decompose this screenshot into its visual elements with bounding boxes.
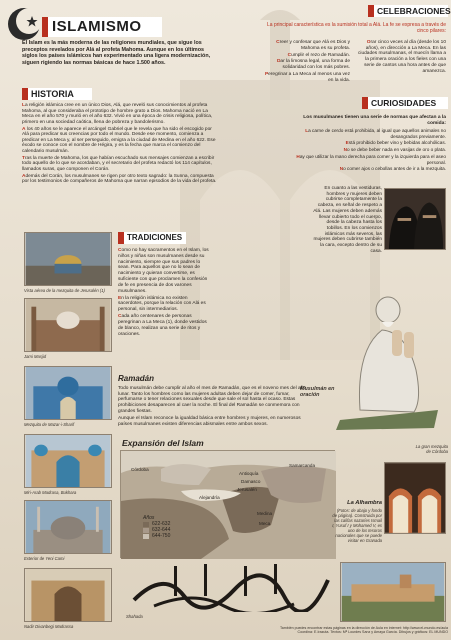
map-city: Córdoba — [131, 467, 149, 472]
pillars-left — [262, 40, 350, 85]
celebraciones-intro: La principal característica es la sumisión total a Alá. La fe se expresa a través de cinco pilares: — [267, 22, 446, 34]
footer — [200, 626, 448, 635]
curiosidades-intro: Los musulmanes tienen una serie de normas que afectan a la comida: — [303, 115, 446, 126]
curiosidades-bar — [362, 97, 448, 109]
miri-arab-caption: Miri-Arab Madrasa, Bukhara — [24, 490, 77, 495]
praying-man-illustration — [330, 270, 448, 430]
map-legend — [143, 515, 170, 539]
legend-item — [143, 533, 170, 539]
pillar-item: Peregrinar a La Meca al menos una vez en la vida. — [264, 72, 350, 83]
curiosidades-rules — [286, 128, 446, 173]
ramadan-text-2: Aunque el Islam reconoce la igualdad básica entre hombres y mujeres, en numerosos países musulmanes existen diferencias abismales entre ambos sexos. — [118, 416, 301, 427]
historia-paragraph: A los 40 años se le aparece el arcángel Gabriel que le revela que ha sido el escogido por Alá para predicar sus creencias por todo el mundo. Desde ese momento, comienza a predicar en La Meca y, al ser perseguido, emigra a la ciudad de Medina en el año 622. Ese éxodo se conoce con el nombre de Hégira, y es la fecha que marca el comienzo del calendario musulmán. — [22, 126, 216, 154]
legend-title: Años — [143, 515, 155, 521]
jerusalem-mosque-photo — [24, 232, 112, 286]
map-city: Jerusalén — [237, 487, 257, 492]
alhambra-title: La Alhambra — [347, 500, 382, 506]
map-city: Alejandría — [199, 495, 220, 500]
historia-bar — [22, 88, 92, 100]
footer-line: También puedes encontrar estas páginas en la dirección de Aula en internet: http://www.el-mundo.es/aula — [279, 626, 448, 630]
shahada-caption: Shahada — [126, 614, 143, 619]
historia-paragraph: Además del Corán, los musulmanes se rigen por otro texto sagrado: la Sunna, compuesta por los testimonios de compañeros de Mahoma que narran episodios de la vida del profeta. — [22, 173, 217, 185]
rule-item: La carne de cerdo está prohibida, al igual que aquellos animales no desangrados previamente. — [305, 128, 446, 139]
musulman-caption: Musulmán en oración — [300, 386, 335, 399]
map-city: Antioquía — [239, 471, 259, 476]
legend-swatch — [143, 534, 149, 539]
celebraciones-title: CELEBRACIONES — [377, 6, 451, 16]
pillar-item: Creer y confesar que Alá es Dios y Mahoma es su profeta. — [276, 40, 350, 51]
jerusalem-caption: Vista aérea de la mezquita de Jerusalén (1) — [24, 288, 105, 293]
pillar-item: Dar la limosna legal, una forma de solidaridad con los más pobres. — [276, 59, 350, 71]
expansion-title: Expansión del Islam — [122, 438, 204, 448]
rule-item: Hay que utilizar la mano derecha para comer y la izquierda para el aseo personal. — [296, 153, 446, 165]
tradiciones-title: TRADICIONES — [127, 233, 183, 242]
jami-caption: Jami Masjid — [24, 354, 47, 359]
tradiciones-bar — [118, 232, 186, 244]
jami-masjid-photo — [24, 298, 112, 352]
title-bar — [42, 17, 162, 37]
yeni-cami-photo — [24, 500, 112, 554]
tradiciones-text — [118, 248, 210, 339]
legend-label: 622-632 — [152, 521, 171, 527]
nadir-madrassa-photo — [24, 568, 112, 622]
pillar-item: Orar cinco veces al día (desde los 10 años), en dirección a La Meca. En las ciudades musulmanas, el muecín llama a la primera oración a los fieles con una serie de cantos una hora antes de que amanezca. — [358, 40, 446, 74]
historia-paragraph: Tras la muerte de Mahoma, los que habían escuchado sus mensajes comienzan a escribir todo aquello de lo que se acordaban, y el secretario del profeta redactó los 114 capítulos, llamados suras, que componen el Corán. — [22, 155, 215, 172]
rule-item: Está prohibido beber vino y bebidas alcohólicas. — [345, 140, 446, 146]
cordoba-caption: La gran mezquita de Córdoba — [415, 444, 448, 454]
crescent-moon-icon — [4, 4, 44, 44]
curiosidades-title: CURIOSIDADES — [371, 98, 437, 108]
mazar-mosque-photo — [24, 366, 112, 420]
nadir-caption: Nadir Divanbegi Madrassa — [24, 624, 74, 629]
legend-label: 644-750 — [152, 533, 171, 539]
map-city: Damasco — [241, 479, 261, 484]
map-city: Samarcanda — [289, 463, 316, 468]
shahada-calligraphy — [124, 560, 336, 612]
legend-label: 632-644 — [152, 527, 171, 533]
yeni-cami-caption: Exterior de Yeni Cami — [24, 556, 65, 561]
alhambra-caption: (Fotos: de abajo y fondo de página). Construida por las califas nazaríes Ismail I, Yusuf I y Mohamed V, es uno de los tesoros nacionales que se puede visitar en Granada — [332, 508, 382, 543]
tradiciones-paragraph: Cada año centenares de personas peregrinan a La Meca (1), donde vestidos de blanco, realizan una serie de ritos y oraciones. — [118, 314, 207, 337]
page-title: ISLAMISMO — [52, 18, 142, 35]
legend-swatch — [143, 528, 149, 533]
intro-text: El Islam es la más moderna de las religiones mundiales, que sigue los preceptos revelados por Alá al profeta Mahoma. Aunque en los últimos siglos los países islámicos han experimentado una ligera modernización, siguen rigiendo las normas básicas de hace 1.500 años. — [22, 40, 211, 66]
vestiduras-text: En cuanto a las vestiduras, hombres y mujeres deben cubrirse completamente la cabeza, en señal de respeto a Alá. Las mujeres deben además llevar cubierto todo el cuerpo, desde la cabeza hasta los tobillos. En los comienzos islámicos más severos, las mujeres deben cubrirse también la cara, excepto dentro de su casa. — [313, 186, 382, 254]
veiled-women-photo — [384, 188, 446, 250]
ramadan-title: Ramadán — [118, 374, 155, 383]
tradiciones-paragraph: Como no hay sacramentos en el Islam, los niños y niñas son musulmanes desde su nacimiento, siempre que sus padres lo sean. Para aquellos que no lo sean de nacimiento y quieran convertirse, es suficiente con que proclamen la confesión de fe en presencia de dos varones musulmanes. — [118, 248, 209, 294]
map-city: Medina — [257, 511, 273, 516]
ramadan-text: Todo musulmán debe cumplir al año el mes de Ramadán, que es el noveno mes del año lunar. Tanto los hombres como las mujeres adultas deben dejar de comer, fumar, perfumarse o tener relaciones sexuales desde que sale el sol hasta el ocaso. Estas prohibiciones desaparecen al caer la noche. El final del Ramadán se conmemora con grandes fiestas. — [118, 386, 306, 414]
pillars-right — [356, 40, 446, 75]
mazar-caption: Mezquita de Mazar-i-Sharif — [24, 422, 75, 427]
alhambra-photo — [340, 562, 446, 622]
miri-arab-photo — [24, 434, 112, 488]
map-city: Meca — [259, 521, 271, 526]
expansion-map — [120, 450, 335, 558]
historia-title: HISTORIA — [31, 89, 74, 99]
historia-text — [22, 103, 218, 186]
historia-paragraph: La religión islámica cree en un único Dios, Alá, que reveló sus conocimientos al profeta Mahoma, al que consideraba el prototipo de hombre grato a Dios. Mahoma nació en La Meca en el año 570 y murió en el año 632. Vivió en una época de crisis religiosa, política, primero en una sociedad caótica, llena de pobreza y bandolerismo. — [22, 103, 213, 125]
rule-item: No comer ajos o cebollas antes de ir a la mezquita. — [339, 166, 446, 172]
footer-line: Coordina: E.Irazuta. Textos: Mª Lourdes Sanz y Amaya García. Dibujos y gráficos: EL MUNDO — [297, 630, 448, 635]
cordoba-mosque-photo — [384, 462, 446, 534]
legend-swatch — [143, 522, 149, 527]
tradiciones-paragraph: En la religión islámica no existen sacerdotes, porque la relación con Alá es personal, sin intermediarios. — [118, 295, 206, 313]
celebraciones-bar — [368, 5, 451, 17]
rule-item: No se debe beber nada en vasijas de oro o plata. — [343, 147, 446, 153]
pillar-item: Cumplir el rezo de Ramadán. — [287, 52, 350, 58]
